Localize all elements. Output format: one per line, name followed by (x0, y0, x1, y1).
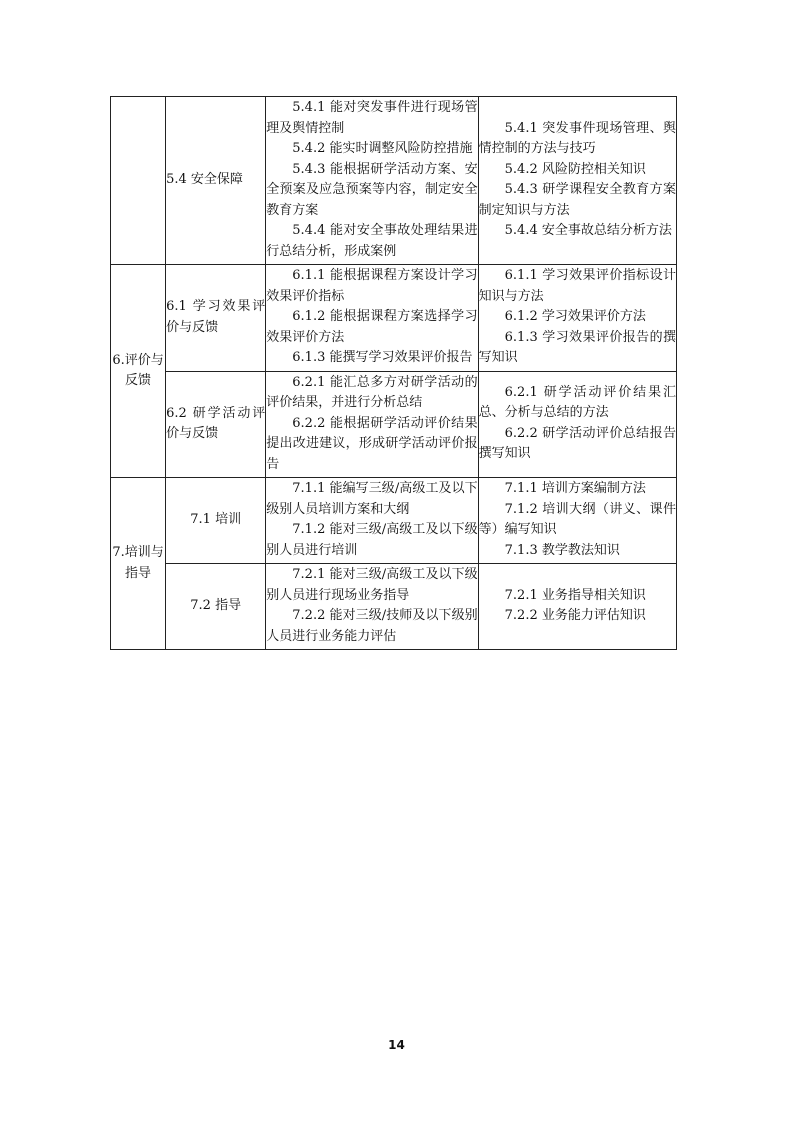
skill-item: 7.1.2 能对三级/高级工及以下级别人员进行培训 (266, 522, 478, 558)
skill-item: 7.2.2 能对三级/技师及以下级别人员进行业务能力评估 (266, 608, 478, 644)
skills-cell (266, 97, 478, 265)
skill-item: 7.1.1 能编写三级/高级工及以下级别人员培训方案和大纲 (266, 481, 478, 517)
knowledge-cell (478, 564, 676, 650)
unit-cell: 7.2 指导 (166, 564, 266, 650)
unit-cell: 7.1 培训 (166, 478, 266, 564)
knowledge-item: 5.4.1 突发事件现场管理、舆情控制的方法与技巧 (478, 120, 676, 156)
category-cell: 7.培训与指导 (111, 478, 166, 650)
knowledge-item: 7.2.1 业务指导相关知识 (504, 587, 646, 603)
category-cell: 6.评价与反馈 (111, 265, 166, 478)
knowledge-item: 6.2.2 研学活动评价总结报告撰写知识 (478, 425, 676, 462)
skill-item: 7.2.1 能对三级/高级工及以下级别人员进行现场业务指导 (266, 567, 478, 603)
knowledge-item: 7.2.2 业务能力评估知识 (504, 608, 646, 623)
unit-cell: 5.4 安全保障 (166, 97, 266, 265)
skills-cell (266, 265, 478, 372)
knowledge-cell (478, 97, 676, 265)
knowledge-item: 7.1.3 教学教法知识 (504, 542, 620, 558)
table-row (111, 564, 677, 650)
skills-table (110, 96, 677, 650)
category-cell (111, 97, 166, 265)
knowledge-item: 6.1.3 学习效果评价报告的撰写知识 (478, 329, 676, 365)
skills-cell (266, 564, 478, 650)
knowledge-item: 5.4.3 研学课程安全教育方案制定知识与方法 (478, 182, 676, 218)
knowledge-item: 6.2.1 研学活动评价结果汇总、分析与总结的方法 (478, 384, 676, 421)
skill-item: 6.2.2 能根据研学活动评价结果提出改进建议，形成研学活动评价报告 (266, 415, 478, 472)
knowledge-item: 7.1.1 培训方案编制方法 (504, 481, 646, 496)
page-number: 14 (388, 1038, 405, 1052)
table-row (111, 97, 677, 265)
skill-item: 5.4.3 能根据研学活动方案、安全预案及应急预案等内容，制定安全教育方案 (266, 161, 478, 218)
table-row (111, 478, 677, 564)
skill-item: 5.4.2 能实时调整风险防控措施 (292, 141, 473, 156)
skill-item: 5.4.1 能对突发事件进行现场管理及舆情控制 (266, 100, 478, 136)
skill-item: 6.2.1 能汇总多方对研学活动的评价结果，并进行分析总结 (266, 374, 478, 410)
unit-cell: 6.2 研学活动评价与反馈 (166, 371, 266, 478)
knowledge-item: 5.4.4 安全事故总结分析方法 (504, 223, 672, 238)
skills-cell (266, 478, 478, 564)
unit-cell: 6.1 学习效果评价与反馈 (166, 265, 266, 372)
knowledge-cell (478, 371, 676, 478)
table-row (111, 371, 677, 478)
skill-item: 5.4.4 能对安全事故处理结果进行总结分析，形成案例 (266, 223, 478, 259)
knowledge-item: 5.4.2 风险防控相关知识 (504, 161, 646, 177)
skill-item: 6.1.1 能根据课程方案设计学习效果评价指标 (266, 268, 478, 304)
knowledge-cell (478, 478, 676, 564)
skills-cell (266, 371, 478, 478)
knowledge-item: 6.1.1 学习效果评价指标设计知识与方法 (478, 268, 676, 304)
knowledge-item: 6.1.2 学习效果评价方法 (504, 309, 646, 324)
knowledge-cell (478, 265, 676, 372)
skill-item: 6.1.2 能根据课程方案选择学习效果评价方法 (266, 309, 478, 345)
knowledge-item: 7.1.2 培训大纲（讲义、课件等）编写知识 (478, 501, 676, 537)
table-row (111, 265, 677, 372)
skill-item: 6.1.3 能撰写学习效果评价报告 (292, 350, 473, 365)
